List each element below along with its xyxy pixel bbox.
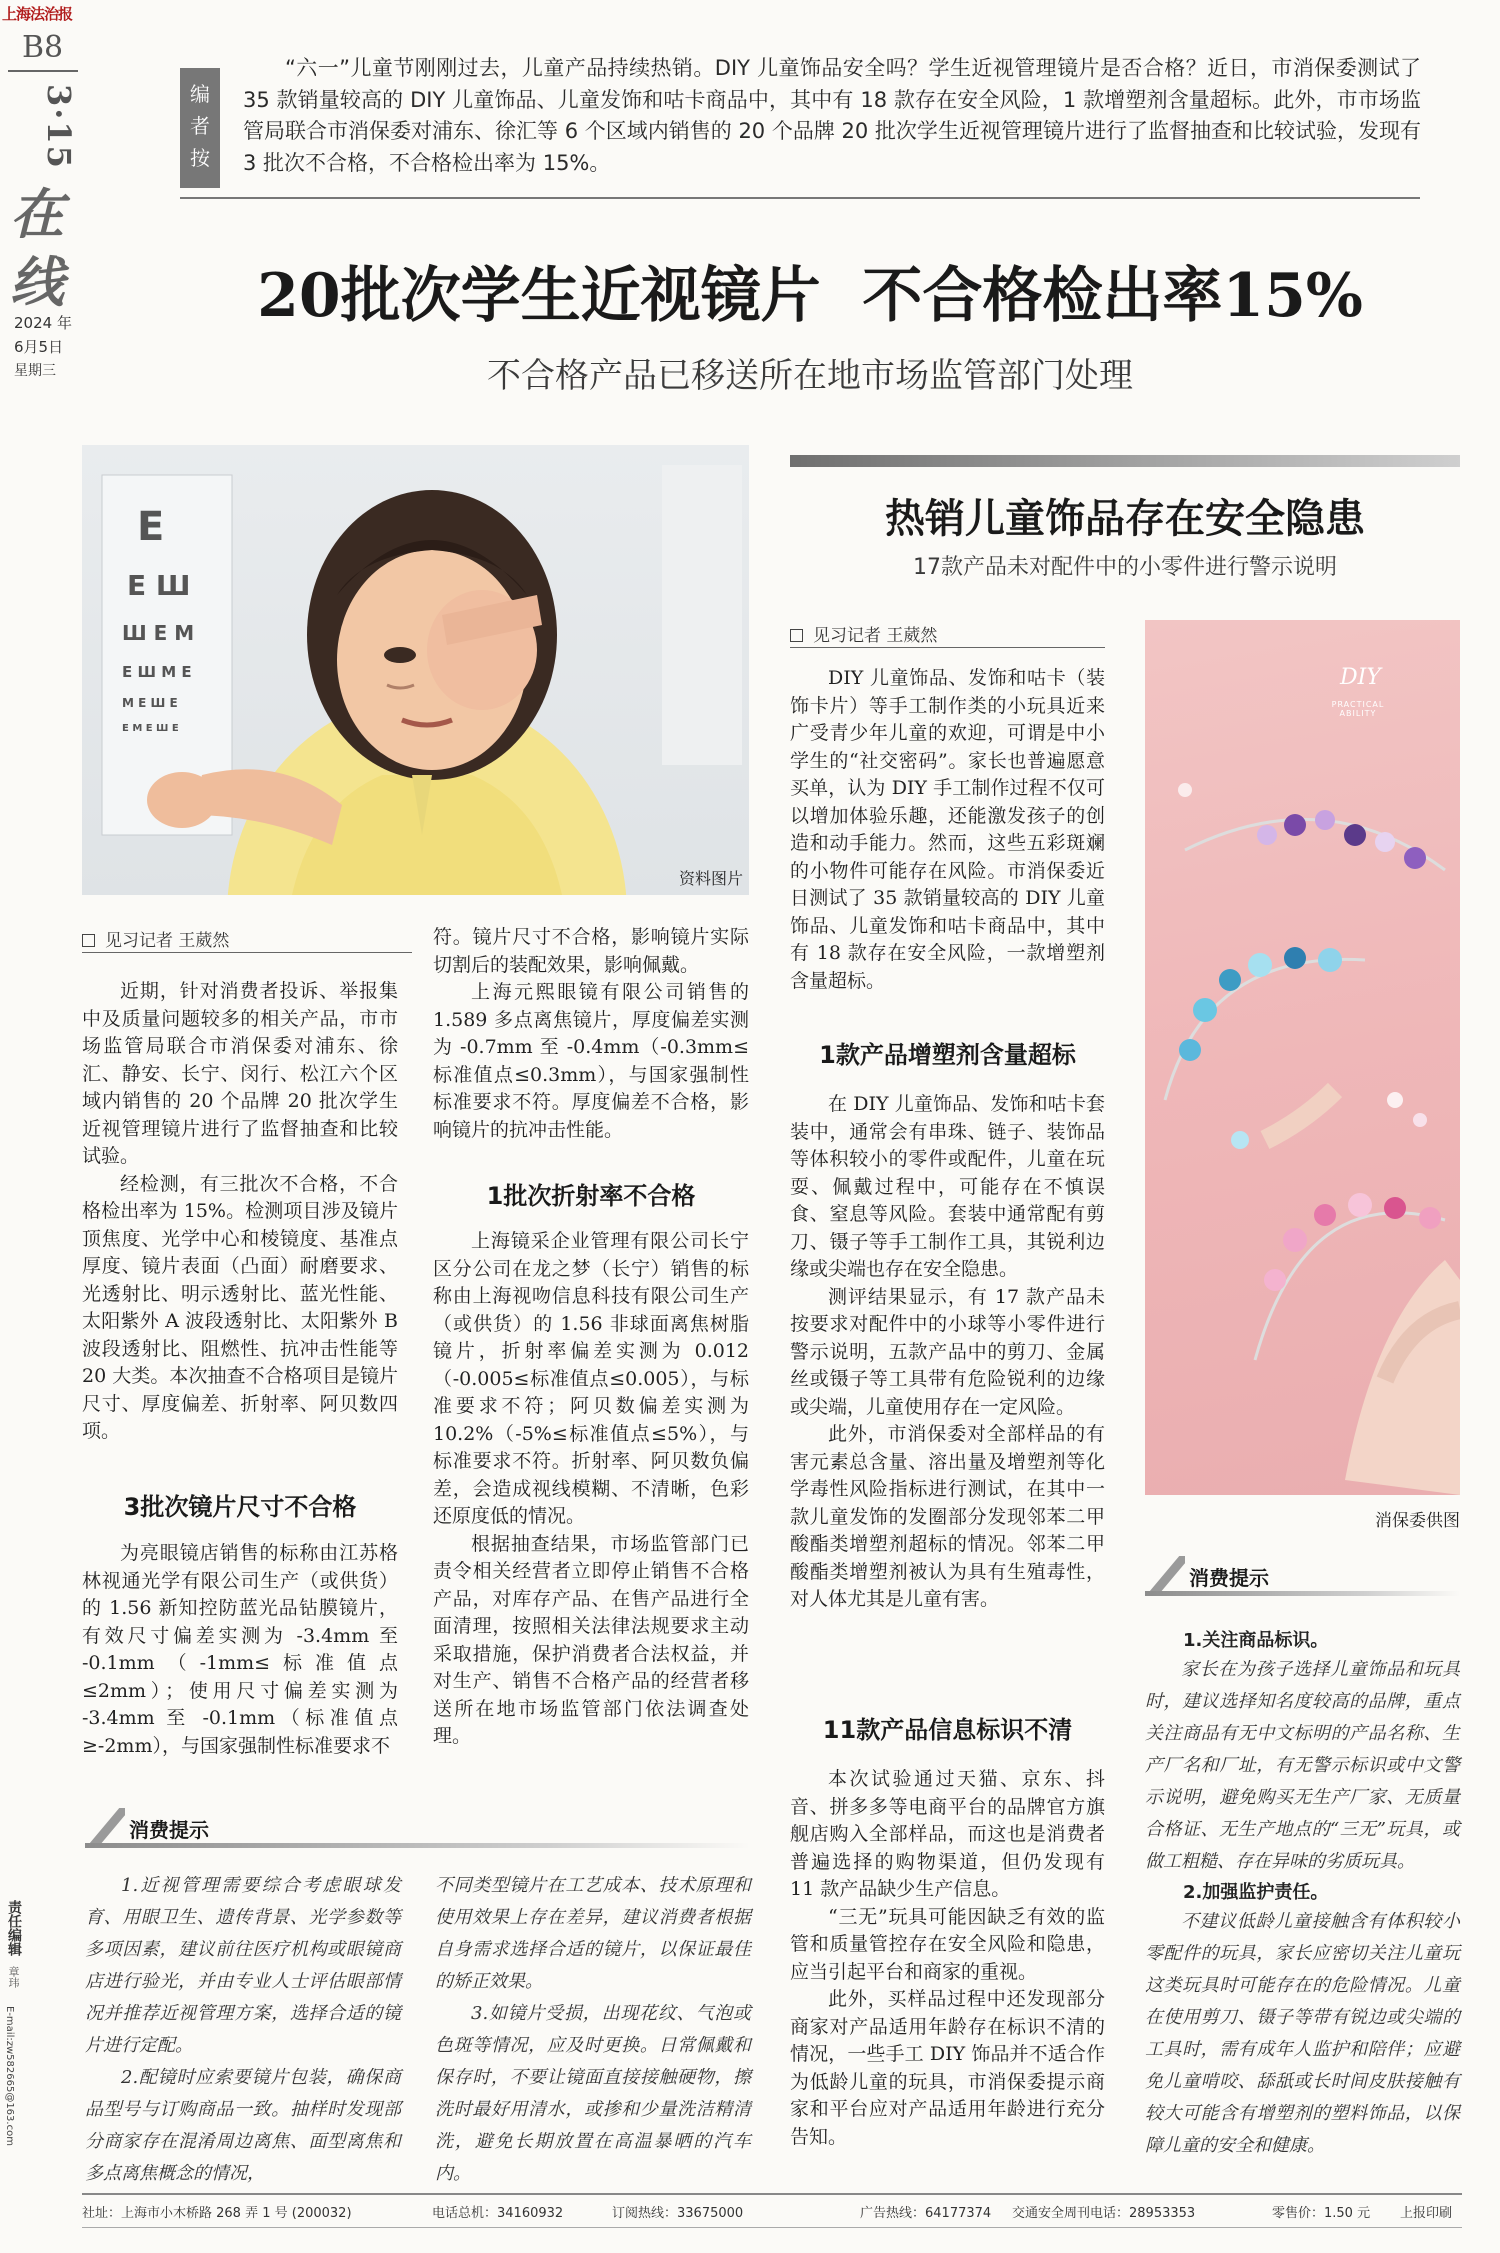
tip-paragraph: 家长在为孩子选择儿童饰品和玩具时，建议选择知名度较高的品牌，重点关注商品有无中文标明的产品名称、生产厂名和厂址，有无警示标识或中文警示说明，避免购买无生产厂家、无质量合格证、无生产地点的“三无”玩具，或做工粗糙、存在异味的劣质玩具。 — [1145, 1659, 1460, 1872]
right-top-rule — [790, 455, 1460, 467]
tips-slash-icon — [1145, 1556, 1185, 1596]
section-char-2: 线 — [10, 250, 64, 314]
tips-rule — [85, 1843, 750, 1848]
footer — [82, 2200, 1462, 2224]
tip-paragraph: 1.近视管理需要综合考虑眼球发育、用眼卫生、遗传背景、光学参数等多项因素，建议前往医疗机构或眼镜商店进行验光，并由专业人士评估眼部情况并推荐近视管理方案，选择合适的镜片进行定配。 — [85, 1875, 401, 2056]
svg-text:E Ш M E: E Ш M E — [122, 663, 192, 681]
footer-subscribe: 订阅热线：33675000 — [612, 2206, 744, 2221]
right-byline-text: 见习记者 王葳然 — [813, 626, 938, 646]
side-editor-name: 章玮 — [7, 1966, 20, 1988]
editor-note-rule — [180, 197, 1420, 199]
footer-rule — [82, 2193, 1462, 2195]
headline-subtitle: 不合格产品已移送所在地市场监管部门处理 — [487, 356, 1133, 396]
footer-print: 上报印刷 — [1400, 2206, 1453, 2221]
paragraph: 测评结果显示，有 17 款产品未按要求对配件中的小球等小零件进行警示说明，五款产品中的剪刀、金属丝或镊子等工具带有危险锐利的边缘或尖端，儿童使用存在一定风险。 — [790, 1285, 1105, 1418]
right-tips-header — [1145, 1556, 1460, 1596]
left-byline-text: 见习记者 王葳然 — [105, 931, 230, 951]
paragraph: 此外，买样品过程中还发现部分商家对产品适用年龄存在标识不清的情况，一些手工 DIY 饰品并不适合作为低龄儿童的玩具，市消保委提示商家和平台应对产品适用年龄进行充分告知。 — [790, 1988, 1105, 2148]
svg-text:E M E Ш E: E M E Ш E — [122, 723, 179, 734]
tip-paragraph: 不同类型镜片在工艺成本、技术原理和使用效果上存在差异，建议消费者根据自身需求选择合适的镜片，以保证最佳的矫正效果。 — [435, 1875, 751, 1992]
right-tips-1 — [1145, 1654, 1460, 1878]
right-title: 热销儿童饰品存在安全隐患 — [885, 495, 1365, 542]
byline-box-icon — [790, 629, 803, 642]
photo-caption: 资料图片 — [678, 869, 743, 888]
masthead-rule — [8, 70, 78, 72]
side-editor-label: 责任编辑 — [6, 1900, 22, 1956]
right-subtitle: 17款产品未对配件中的小零件进行警示说明 — [913, 555, 1337, 580]
photo-child-eye-test — [82, 445, 749, 895]
footer-address: 社址：上海市小木桥路 268 弄 1 号 (200032) — [82, 2206, 352, 2221]
paragraph: 根据抽查结果，市场监管部门已责令相关经营者立即停止销售不合格产品，对库存产品、在售产品进行全面清理，按照相关法律法规要求主动采取措施，保护消费者合法权益，并对生产、销售不合格产品的经营者移送所在地市场监管部门依法调查处理。 — [433, 1532, 749, 1747]
paragraph: 本次试验通过天猫、京东、抖音、拼多多等电商平台的品牌官方旗舰店购入全部样品，而这也是消费者普遍选择的购物渠道，但仍发现有 11 款产品缺少生产信息。 — [790, 1768, 1105, 1900]
date-year: 2024 年 — [14, 314, 72, 332]
bracelet-illustration — [1145, 620, 1460, 1495]
right-tips-1-title: 1.关注商品标识。 — [1183, 1630, 1329, 1651]
side-editor-email: E-mail:zw582665@163.com — [4, 2006, 15, 2146]
paragraph: 上海镜采企业管理有限公司长宁区分公司在龙之梦（长宁）销售的标称由上海视吻信息科技有限公司生产（或供货）的 1.56 非球面离焦树脂镜片，折射率偏差实测为 0.012（-0.005≤标准值点≤0.005），与标准要求不符；阿贝数偏差实测为 10.2%（-5%≤标准值点≤5%），与标准要求不符。折射率、阿贝数负偏差，会造成视线模糊、不清晰，色彩还原度低的情况。 — [433, 1230, 749, 1527]
paragraph: 经检测，有三批次不合格，不合格检出率为 15%。检测项目涉及镜片顶焦度、光学中心和棱镜度、基准点厚度、镜片表面（凸面）耐磨要求、光透射比、明示透射比、蓝光性能、太阳紫外 A 波段透射比、太阳紫外 B 波段透射比、阻燃性、抗冲击性能等 20 大类。本次抽查不合格项目是镜片尺寸、厚度偏差、折射率、阿贝数四项。 — [82, 1172, 398, 1442]
byline-box-icon — [82, 934, 95, 947]
right-tips-label: 消费提示 — [1189, 1566, 1269, 1590]
headline: 20批次学生近视镜片 不合格检出率15% — [257, 261, 1363, 331]
paragraph: 上海元熙眼镜有限公司销售的 1.589 多点离焦镜片，厚度偏差实测为 -0.7mm 至 -0.4mm（-0.3mm≤标准值点≤0.3mm），与国家强制性标准要求不符。厚度偏差不合格，影响镜片的抗冲击性能。 — [433, 981, 749, 1141]
tip-paragraph: 3.如镜片受损，出现花纹、气泡或色斑等情况，应及时更换。日常佩戴和保存时，不要让镜面直接接触硬物，擦洗时最好用清水，或掺和少量洗洁精清洗，避免长期放置在高温暴晒的汽车内。 — [435, 2003, 751, 2184]
footer-traffic: 交通安全周刊电话：28953353 — [1012, 2206, 1196, 2221]
paragraph: 此外，市消保委对全部样品的有害元素总含量、溶出量及增塑剂等化学毒性风险指标进行测试，在其中一款儿童发饰的发圈部分发现邻苯二甲酸酯类增塑剂超标的情况。邻苯二甲酸酯类增塑剂被认为具有生殖毒性，对人体尤其是儿童有害。 — [790, 1423, 1105, 1610]
footer-rule-bottom — [82, 2227, 1462, 2228]
paragraph: “三无”玩具可能因缺乏有效的监管和质量管控存在安全风险和隐患，应当引起平台和商家的重视。 — [790, 1905, 1105, 1983]
editor-note-label — [180, 68, 220, 188]
paragraph: 符。镜片尺寸不合格，影响镜片实际切割后的装配效果，影响佩戴。 — [433, 926, 749, 976]
right-byline — [790, 621, 1105, 646]
date-weekday: 星期三 — [14, 363, 56, 379]
photo-diy-bracelets — [1145, 620, 1460, 1495]
paragraph: 近期，针对消费者投诉、举报集中及质量问题较多的相关产品，市市场监管局联合市消保委对浦东、徐汇、静安、长宁、闵行、松江六个区域内销售的 20 个品牌 20 批次学生近视管理镜片进行了监督抽查和比较试验。 — [82, 980, 398, 1167]
editor-note-label-char: 按 — [190, 146, 210, 170]
left-heading-1: 3批次镜片尺寸不合格 — [123, 1493, 357, 1521]
editor-note-text: “六一”儿童节刚刚过去，儿童产品持续热销。DIY 儿童饰品安全吗？学生近视管理镜片是否合格？近日，市消保委测试了 35 款销量较高的 DIY 儿童饰品、儿童发饰和咕卡商品中，其中有 18 款存在安全风险，1 款增塑剂含量超标。此外，市市场监管局联合市消保委对浦东、徐汇等 6 个区域内销售的 20 个品牌 20 批次学生近视管理镜片进行了监督抽查和比较试验，发现有 3 批次不合格，不合格检出率为 15%。 — [243, 56, 1421, 175]
page-number: B8 — [22, 30, 64, 65]
section-char-1: 在 — [10, 182, 64, 246]
paragraph: 在 DIY 儿童饰品、发饰和咕卡套装中，通常会有串珠、链子、装饰品等体积较小的零件或配件，儿童在玩耍、佩戴过程中，可能存在不慎误食、窒息等风险。套装中通常配有剪刀、镊子等手工制作工具，其锐利边缘或尖端也存在安全隐患。 — [790, 1093, 1105, 1280]
right-body-3 — [790, 1766, 1105, 2151]
footer-ads: 广告热线：64177374 — [860, 2206, 992, 2221]
footer-phone: 电话总机：34160932 — [432, 2206, 564, 2221]
tip-paragraph: 2.配镜时应索要镜片包装，确保商品型号与订购商品一致。抽样时发现部分商家存在混淆周边离焦、面型离焦和多点离焦概念的情况， — [85, 2067, 401, 2184]
photo-logo-sub: PRACTICAL ABILITY — [1331, 700, 1385, 718]
photo-logo: DIY — [1340, 665, 1381, 690]
left-tips-label: 消费提示 — [129, 1818, 209, 1842]
right-heading-2: 11款产品信息标识不清 — [822, 1716, 1073, 1744]
left-col2-body-2 — [433, 1228, 749, 1751]
editor-note-label-char: 编 — [190, 82, 210, 106]
left-tips-col1 — [85, 1870, 401, 2190]
masthead-paper: 上海法治报 — [2, 5, 73, 23]
right-body-2 — [790, 1091, 1105, 1614]
tip-paragraph: 不建议低龄儿童接触含有体积较小零配件的玩具，家长应密切关注儿童玩这类玩具时可能存在的危险情况。儿童在使用剪刀、镊子等带有锐边或尖端的工具时，需有成年人监护和陪伴；应避免儿童啃咬、舔舐或长时间皮肤接触有较大可能含有增塑剂的塑料饰品，以保障儿童的安全和健康。 — [1145, 1911, 1460, 2156]
left-tips-header — [85, 1808, 750, 1848]
right-tips-2 — [1145, 1906, 1460, 2162]
right-tips-2-title: 2.加强监护责任。 — [1183, 1882, 1329, 1903]
paragraph: 为亮眼镜店销售的标称由江苏格林视通光学有限公司生产（或供货）的 1.56 新知控防蓝光品钻膜镜片，有效尺寸偏差实测为 -3.4mm 至 -0.1mm（-1mm≤标准值点≤2mm）；使用尺寸偏差实测为 -3.4mm 至 -0.1mm（标准值点≥-2mm），与国家强制性标准要求不 — [82, 1542, 398, 1757]
photo-illustration — [82, 445, 749, 895]
svg-text:E: E — [137, 504, 165, 550]
tips-rule — [1145, 1591, 1460, 1596]
section-numbers: 3·15 — [40, 84, 78, 170]
right-heading-1: 1款产品增塑剂含量超标 — [819, 1041, 1076, 1069]
left-col1-body — [82, 978, 398, 1446]
left-col1-body-2 — [82, 1540, 398, 1760]
svg-text:Ш E M: Ш E M — [122, 621, 195, 645]
left-heading-2: 1批次折射率不合格 — [486, 1182, 696, 1210]
svg-text:M E Ш E: M E Ш E — [122, 696, 178, 710]
tips-slash-icon — [85, 1808, 125, 1848]
right-photo-caption: 消保委供图 — [1375, 1511, 1460, 1531]
paragraph: DIY 儿童饰品、发饰和咕卡（装饰卡片）等手工制作类的小玩具近来广受青少年儿童的欢迎，可谓是中小学生的“社交密码”。家长也普遍愿意买单，认为 DIY 手工制作过程不仅可以增加体验乐趣，还能激发孩子的创造和动手能力。然而，这些五彩斑斓的小物件可能存在风险。市消保委近日测试了 35 款销量较高的 DIY 儿童饰品、儿童发饰和咕卡商品中，其中有 18 款存在安全风险，一款增塑剂含量超标。 — [790, 667, 1105, 992]
svg-text:E Ш: E Ш — [127, 569, 191, 602]
left-byline — [82, 926, 412, 951]
right-body-1 — [790, 665, 1105, 995]
left-col2-body — [433, 924, 749, 1144]
editor-note-label-char: 者 — [190, 114, 210, 138]
footer-price: 零售价：1.50 元 — [1272, 2206, 1371, 2221]
left-byline-rule — [82, 952, 412, 953]
right-byline-rule — [790, 647, 1105, 648]
left-tips-col2 — [435, 1870, 751, 2190]
date-day: 6月5日 — [14, 338, 64, 356]
